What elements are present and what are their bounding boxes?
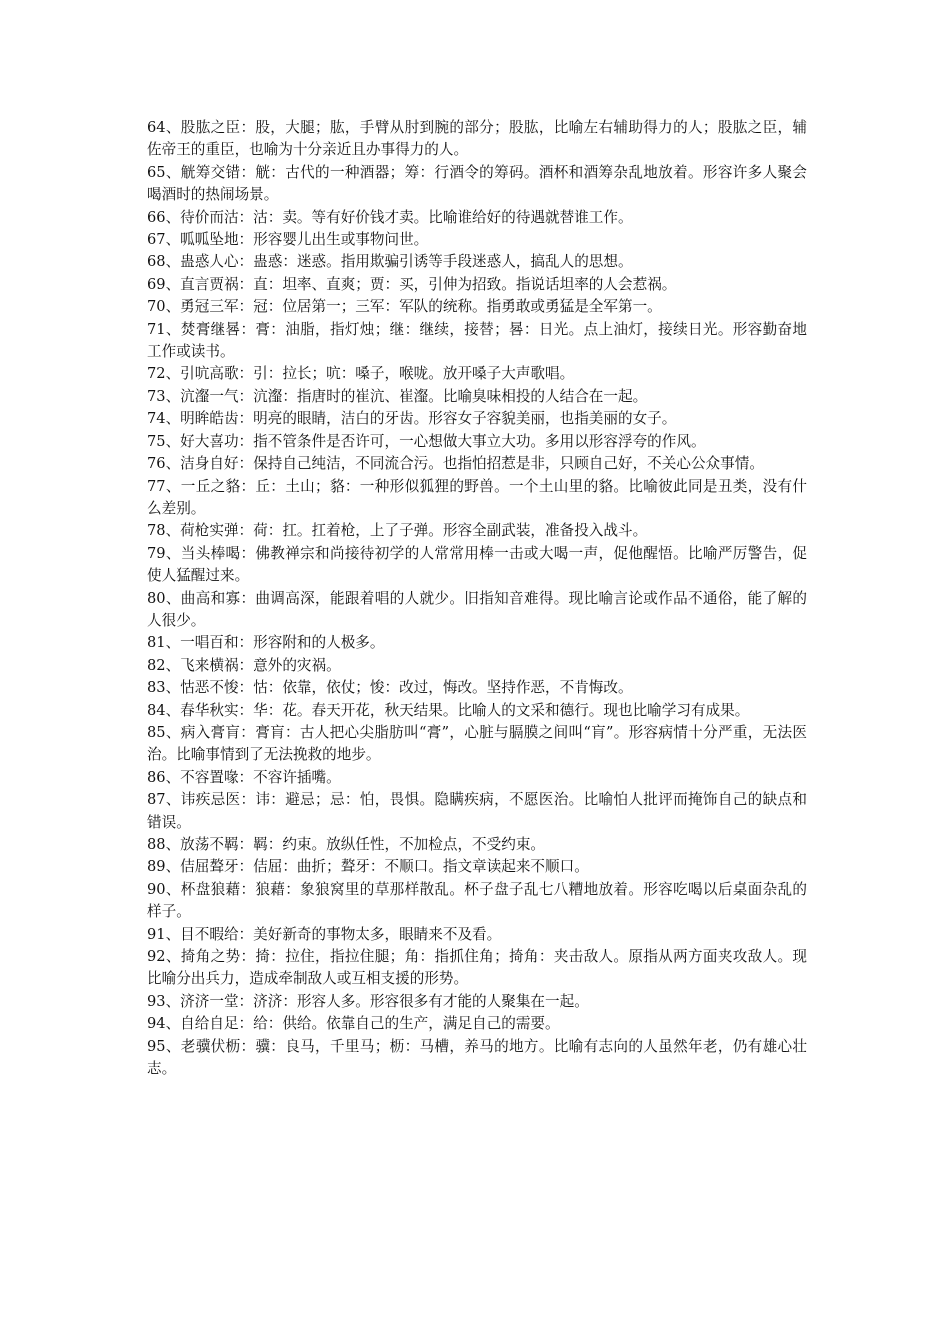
idiom-entry: 87、讳疾忌医：讳：避忌；忌：怕，畏惧。隐瞒疾病，不愿医治。比喻怕人批评而掩饰自己的缺点和错误。	[147, 791, 807, 831]
idiom-entry: 67、呱呱坠地：形容婴儿出生或事物问世。	[147, 231, 429, 249]
idiom-entry: 91、目不暇给：美好新奇的事物太多，眼睛来不及看。	[147, 925, 502, 943]
idiom-entry: 65、觥筹交错：觥：古代的一种酒器；筹：行酒令的筹码。酒杯和酒筹杂乱地放着。形容许多人聚会喝酒时的热闹场景。	[147, 163, 807, 204]
idiom-entry: 82、飞来横祸：意外的灾祸。	[147, 656, 341, 674]
idiom-entry: 81、一唱百和：形容附和的人极多。	[147, 634, 385, 652]
idiom-entry: 66、待价而沽：沽：卖。等有好价钱才卖。比喻谁给好的待遇就替谁工作。	[147, 208, 633, 226]
idiom-entry: 73、沆瀣一气：沆瀣：指唐时的崔沆、崔瀣。比喻臭味相投的人结合在一起。	[147, 387, 648, 405]
idiom-entry: 95、老骥伏枥：骥：良马，千里马；枥：马槽，养马的地方。比喻有志向的人虽然年老，仍有雄心壮志。	[147, 1037, 807, 1078]
idiom-entry: 86、不容置喙：不容许插嘴。	[147, 768, 341, 786]
idiom-entry: 93、济济一堂：济济：形容人多。形容很多有才能的人聚集在一起。	[147, 992, 589, 1010]
idiom-entry: 75、好大喜功：指不管条件是否许可，一心想做大事立大功。多用以形容浮夸的作风。	[147, 432, 706, 450]
idiom-entry: 88、放荡不羁：羁：约束。放纵任性，不加检点，不受约束。	[147, 836, 546, 853]
idiom-entry: 79、当头棒喝：佛教禅宗和尚接待初学的人常常用棒一击或大喝一声，促他醒悟。比喻严厉警告，促使人猛醒过来。	[147, 544, 807, 585]
idiom-entry: 80、曲高和寡：曲调高深，能跟着唱的人就少。旧指知音难得。现比喻言论或作品不通俗，能了解的人很少。	[147, 589, 807, 629]
idiom-entry: 92、掎角之势：掎：拉住，指拉住腿；角：指抓住角；掎角：夹击敌人。原指从两方面夹攻敌人。现比喻分出兵力，造成牵制敌人或互相支援的形势。	[147, 948, 807, 988]
idiom-entry: 89、佶屈聱牙：佶屈：曲折；聱牙：不顺口。指文章读起来不顺口。	[147, 858, 589, 876]
idiom-entry: 70、勇冠三军：冠：位居第一；三军：军队的统称。指勇敢或勇猛是全军第一。	[147, 298, 662, 316]
idiom-list	[147, 117, 807, 1080]
idiom-entry: 72、引吭高歌：引：拉长；吭：嗓子，喉咙。放开嗓子大声歌唱。	[147, 365, 575, 383]
idiom-entry: 71、焚膏继晷：膏：油脂，指灯烛；继：继续，接替；晷：日光。点上油灯，接续日光。形容勤奋地工作或读书。	[147, 320, 807, 361]
idiom-entry: 69、直言贾祸：直：坦率、直爽；贾：买，引伸为招致。指说话坦率的人会惹祸。	[147, 275, 677, 293]
idiom-entry: 84、春华秋实：华：花。春天开花，秋天结果。比喻人的文采和德行。现也比喻学习有成果。	[147, 701, 750, 719]
idiom-entry: 90、杯盘狼藉：狼藉：象狼窝里的草那样散乱。杯子盘子乱七八糟地放着。形容吃喝以后桌面杂乱的样子。	[147, 880, 807, 921]
idiom-entry: 68、蛊惑人心：蛊惑：迷惑。指用欺骗引诱等手段迷惑人，搞乱人的思想。	[147, 253, 633, 271]
idiom-entry: 78、荷枪实弹：荷：扛。扛着枪，上了子弹。形容全副武装，准备投入战斗。	[147, 522, 648, 540]
idiom-entry: 85、病入膏肓：膏肓：古人把心尖脂肪叫“膏”，心脏与膈膜之间叫“肓”。形容病情十分严重，无法医治。比喻事情到了无法挽救的地步。	[147, 723, 807, 764]
idiom-entry: 77、一丘之貉：丘：土山；貉：一种形似狐狸的野兽。一个土山里的貉。比喻彼此同是丑类，没有什么差别。	[147, 477, 807, 517]
idiom-entry: 94、自给自足：给：供给。依靠自己的生产，满足自己的需要。	[147, 1015, 560, 1033]
idiom-entry: 64、股肱之臣：股，大腿；肱，手臂从肘到腕的部分；股肱，比喻左右辅助得力的人；股肱之臣，辅佐帝王的重臣，也喻为十分亲近且办事得力的人。	[147, 119, 807, 159]
idiom-entry: 83、怙恶不悛：怙：依靠，依仗；悛：改过，悔改。坚持作恶，不肯悔改。	[147, 679, 633, 697]
idiom-entry: 76、洁身自好：保持自己纯洁，不同流合污。也指怕招惹是非，只顾自己好，不关心公众事情。	[147, 455, 764, 473]
idiom-entry: 74、明眸皓齿：明亮的眼睛，洁白的牙齿。形容女子容貌美丽，也指美丽的女子。	[147, 410, 677, 428]
